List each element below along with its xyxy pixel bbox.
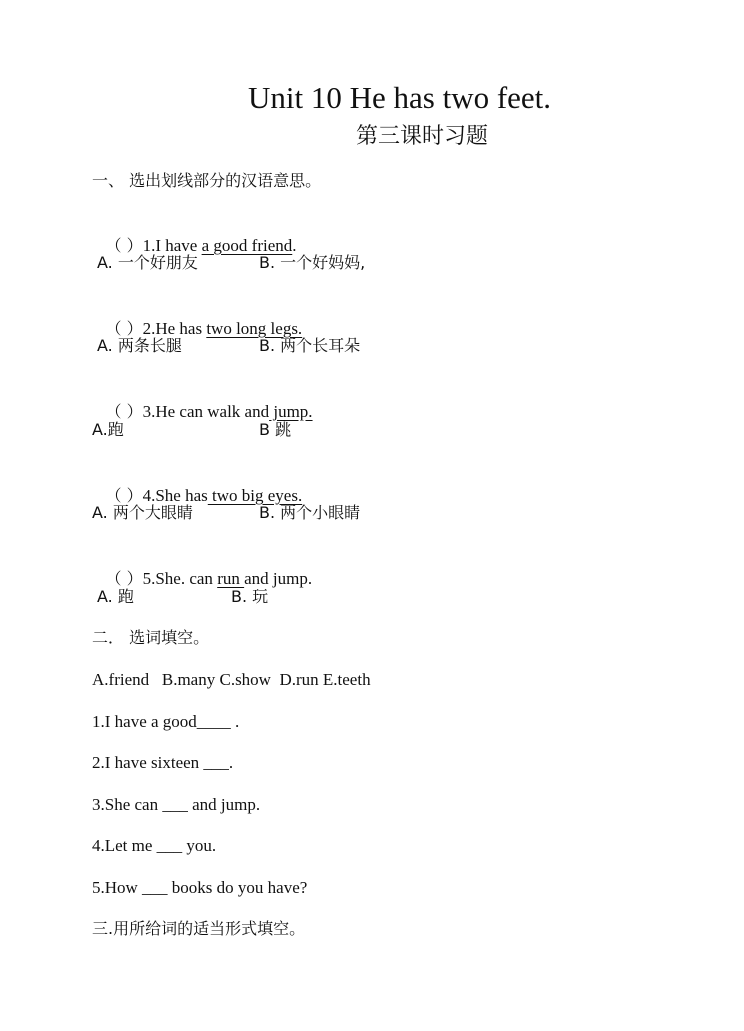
fill-item-3: 3.She can ___ and jump.	[92, 795, 261, 814]
question-text: 4.She has	[142, 486, 208, 505]
question-text: 5.She. can	[142, 569, 218, 588]
underlined-phrase: two big eyes.	[207, 486, 303, 505]
fill-item-2: 2.I have sixteen ___.	[92, 753, 234, 772]
question-3	[97, 376, 313, 424]
fill-item-1: 1.I have a good____ .	[92, 712, 240, 731]
option-b: B. 一个好妈妈,	[259, 253, 366, 272]
answer-paren: （ ）	[105, 486, 143, 505]
section2-heading: 二． 选词填空。	[92, 628, 210, 647]
answer-paren: （ ）	[105, 319, 143, 338]
underlined-phrase: a good friend	[201, 236, 293, 255]
question-text: 1.I have	[142, 236, 202, 255]
fill-item-4: 4.Let me ___ you.	[92, 836, 217, 855]
option-b: B. 两个长耳朵	[259, 336, 361, 355]
option-b: B. 玩	[231, 587, 269, 606]
question-text: 2.He has	[142, 319, 207, 338]
option-a: A. 两个大眼睛	[92, 503, 193, 522]
option-b: B. 两个小眼睛	[259, 503, 361, 522]
question-text-end: and jump.	[244, 569, 313, 588]
question-5	[97, 543, 312, 591]
underlined-phrase: jump.	[269, 402, 313, 421]
question-text: 3.He can walk and	[142, 402, 270, 421]
option-b: B 跳	[259, 420, 292, 439]
word-options: A.friend B.many C.show D.run E.teeth	[92, 670, 371, 689]
underlined-phrase: run	[217, 569, 245, 588]
option-a: A. 跑	[97, 587, 134, 606]
option-a: A. 两条长腿	[97, 336, 182, 355]
page-subtitle: 第三课时习题	[356, 124, 489, 149]
section1-heading: 一、 选出划线部分的汉语意思。	[92, 171, 322, 190]
answer-paren: （ ）	[105, 236, 143, 255]
answer-paren: （ ）	[105, 569, 143, 588]
question-text-end: .	[292, 236, 297, 255]
option-a: A. 一个好朋友	[97, 253, 198, 272]
page-title: Unit 10 He has two feet.	[248, 80, 552, 115]
fill-item-5: 5.How ___ books do you have?	[92, 878, 308, 897]
underlined-phrase: two long legs.	[206, 319, 303, 338]
section3-heading: 三.用所给词的适当形式填空。	[92, 919, 306, 938]
answer-paren: （ ）	[105, 402, 143, 421]
option-a: A.跑	[92, 420, 124, 439]
